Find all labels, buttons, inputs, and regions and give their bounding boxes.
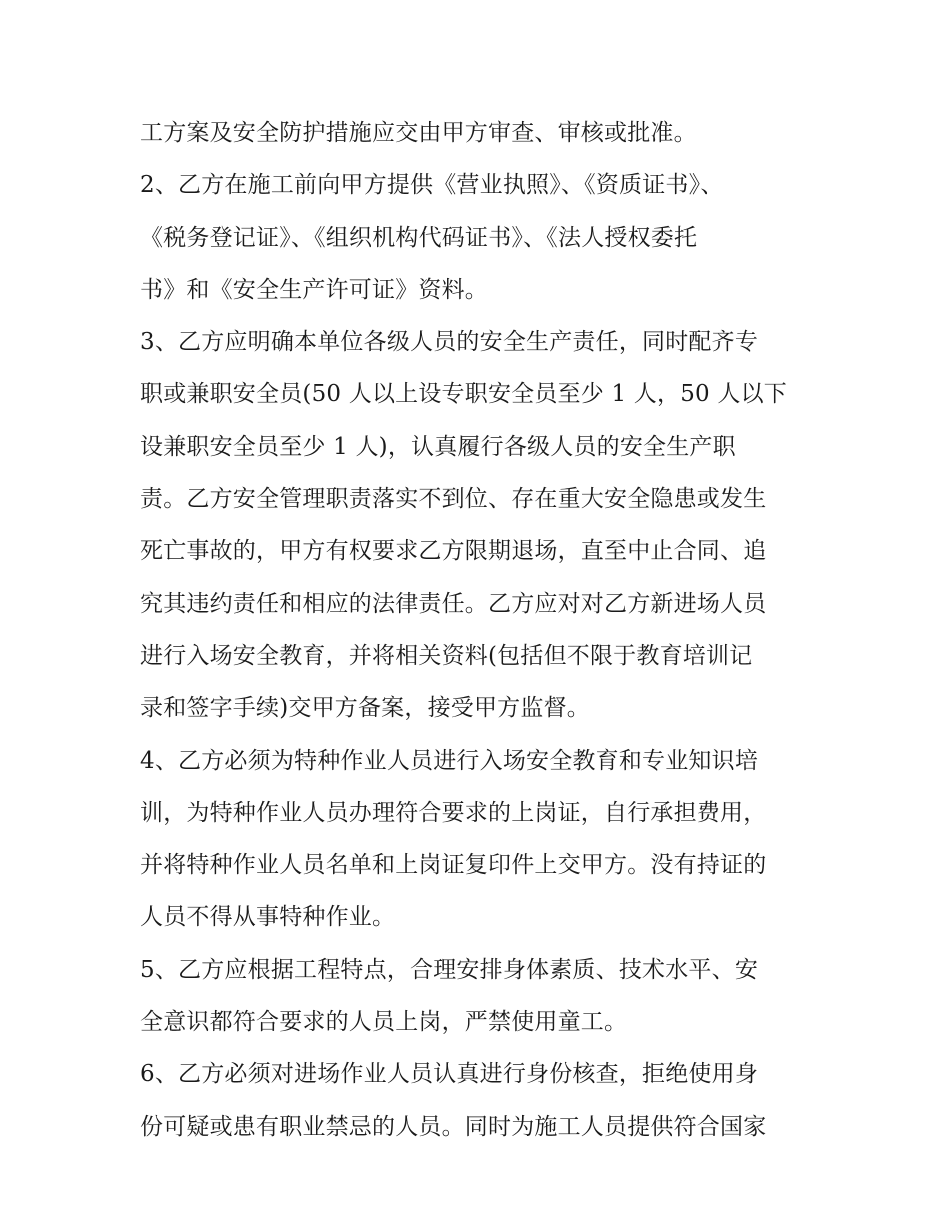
text-line: 3、乙方应明确本单位各级人员的安全生产责任，同时配齐专 [140,329,759,356]
text-line: 并将特种作业人员名单和上岗证复印件上交甲方。没有持证的 [140,852,767,879]
text-line: 死亡事故的，甲方有权要求乙方限期退场，直至中止合同、追 [140,538,767,565]
text-line: 2、乙方在施工前向甲方提供《营业执照》、《资质证书》、 [140,172,724,199]
text-line: 录和签字手续)交甲方备案，接受甲方监督。 [140,695,590,722]
document-body [140,107,820,1153]
text-line: 6、乙方必须对进场作业人员认真进行身份核查，拒绝使用身 [140,1061,759,1088]
text-line: 4、乙方必须为特种作业人员进行入场安全教育和专业知识培 [140,747,759,774]
text-line: 职或兼职安全员(50 人以上设专职安全员至少 1 人，50 人以下 [140,381,787,408]
text-line: 进行入场安全教育，并将相关资料(包括但不限于教育培训记 [140,642,753,669]
text-line: 设兼职安全员至少 1 人)，认真履行各级人员的安全生产职 [140,433,736,460]
text-line: 5、乙方应根据工程特点，合理安排身体素质、技术水平、安 [140,956,759,983]
text-line: 书》和《安全生产许可证》资料。 [140,276,488,303]
text-line: 《税务登记证》、《组织机构代码证书》、《法人授权委托 [140,224,698,251]
text-line: 究其违约责任和相应的法律责任。乙方应对对乙方新进场人员 [140,590,767,617]
text-line: 训，为特种作业人员办理符合要求的上岗证，自行承担费用， [140,799,767,826]
text-line: 工方案及安全防护措施应交由甲方审查、审核或批准。 [140,120,697,146]
text-line: 责。乙方安全管理职责落实不到位、存在重大安全隐患或发生 [140,486,767,513]
text-line: 人员不得从事特种作业。 [140,904,396,931]
text-line: 全意识都符合要求的人员上岗，严禁使用童工。 [140,1009,628,1036]
text-line: 份可疑或患有职业禁忌的人员。同时为施工人员提供符合国家 [140,1113,767,1140]
